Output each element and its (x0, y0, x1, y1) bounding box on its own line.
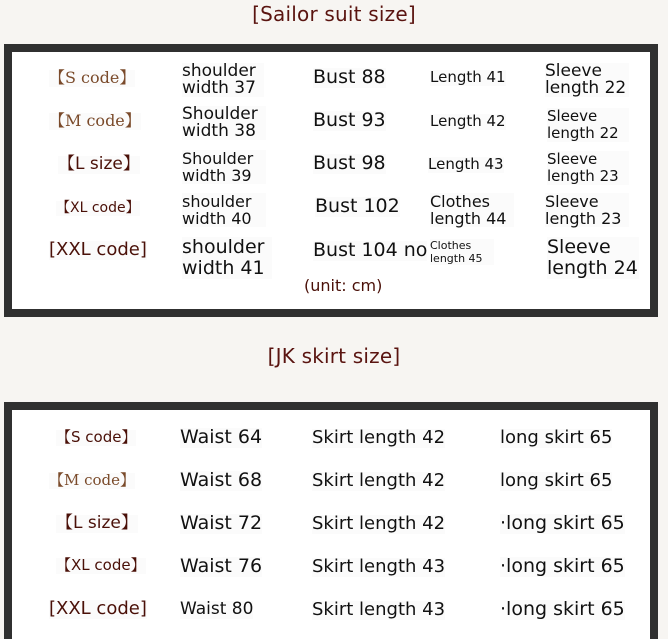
sailor-shoulder-xxl: shoulder width 41 (182, 237, 272, 279)
sailor-size-xl: 【XL code】 (56, 200, 140, 216)
sailor-length-s: Length 41 (430, 68, 506, 86)
jk-skirt-length-xxl: Skirt length 43 (312, 599, 446, 620)
jk-long-skirt-xl: ·long skirt 65 (500, 555, 625, 577)
sailor-sleeve-xxl: Sleeve length 24 (547, 236, 638, 279)
sailor-length-xxl: Clothes length 45 (430, 239, 494, 265)
jk-skirt-length-xl: Skirt length 43 (312, 556, 446, 577)
jk-size-s: 【S code】 (56, 428, 137, 446)
sailor-size-l: 【L size】 (58, 154, 140, 174)
jk-size-l: 【L size】 (56, 513, 138, 533)
sailor-bust-s: Bust 88 (313, 66, 386, 88)
sailor-sleeve-s: Sleeve length 22 (545, 63, 629, 97)
unit-note: (unit: cm) (304, 276, 383, 295)
jk-waist-s: Waist 64 (180, 426, 263, 448)
sailor-shoulder-s: shoulder width 37 (182, 63, 264, 97)
sailor-sleeve-l: Sleeve length 23 (547, 151, 629, 185)
jk-waist-m: Waist 68 (180, 469, 263, 491)
sailor-bust-m: Bust 93 (313, 109, 386, 131)
sailor-length-l: Length 43 (428, 155, 504, 173)
jk-skirt-length-m: Skirt length 42 (312, 470, 446, 491)
sailor-shoulder-xl: shoulder width 40 (182, 193, 266, 227)
jk-skirt-length-l: Skirt length 42 (312, 513, 446, 534)
jk-waist-xxl: Waist 80 (180, 599, 254, 619)
jk-waist-l: Waist 72 (180, 512, 263, 534)
sailor-size-m: 【M code】 (49, 111, 141, 130)
jk-long-skirt-l: ·long skirt 65 (500, 512, 625, 534)
sailor-shoulder-l: Shoulder width 39 (182, 150, 266, 184)
sailor-sleeve-xl: Sleeve length 23 (545, 193, 629, 227)
sailor-bust-xl: Bust 102 (315, 195, 400, 217)
jk-size-title: [JK skirt size] (267, 344, 401, 368)
jk-long-skirt-m: long skirt 65 (500, 470, 613, 491)
jk-size-m: 【M code】 (49, 471, 136, 489)
jk-long-skirt-s: long skirt 65 (500, 427, 613, 448)
sailor-sleeve-m: Sleeve length 22 (547, 108, 629, 142)
sailor-bust-l: Bust 98 (313, 152, 386, 174)
sailor-length-xl: Clothes length 44 (430, 193, 514, 227)
jk-waist-xl: Waist 76 (180, 555, 263, 577)
jk-size-xl: 【XL code】 (56, 556, 146, 574)
sailor-bust-xxl: Bust 104 no (313, 239, 428, 261)
sailor-size-title: [Sailor suit size] (252, 2, 416, 26)
jk-skirt-length-s: Skirt length 42 (312, 427, 446, 448)
jk-long-skirt-xxl: ·long skirt 65 (500, 598, 625, 620)
sailor-length-m: Length 42 (430, 112, 506, 130)
sailor-shoulder-m: Shoulder width 38 (182, 106, 266, 140)
jk-size-xxl: [XXL code] (49, 598, 147, 619)
sailor-size-xxl: [XXL code] (49, 239, 147, 260)
sailor-size-s: 【S code】 (49, 68, 136, 87)
